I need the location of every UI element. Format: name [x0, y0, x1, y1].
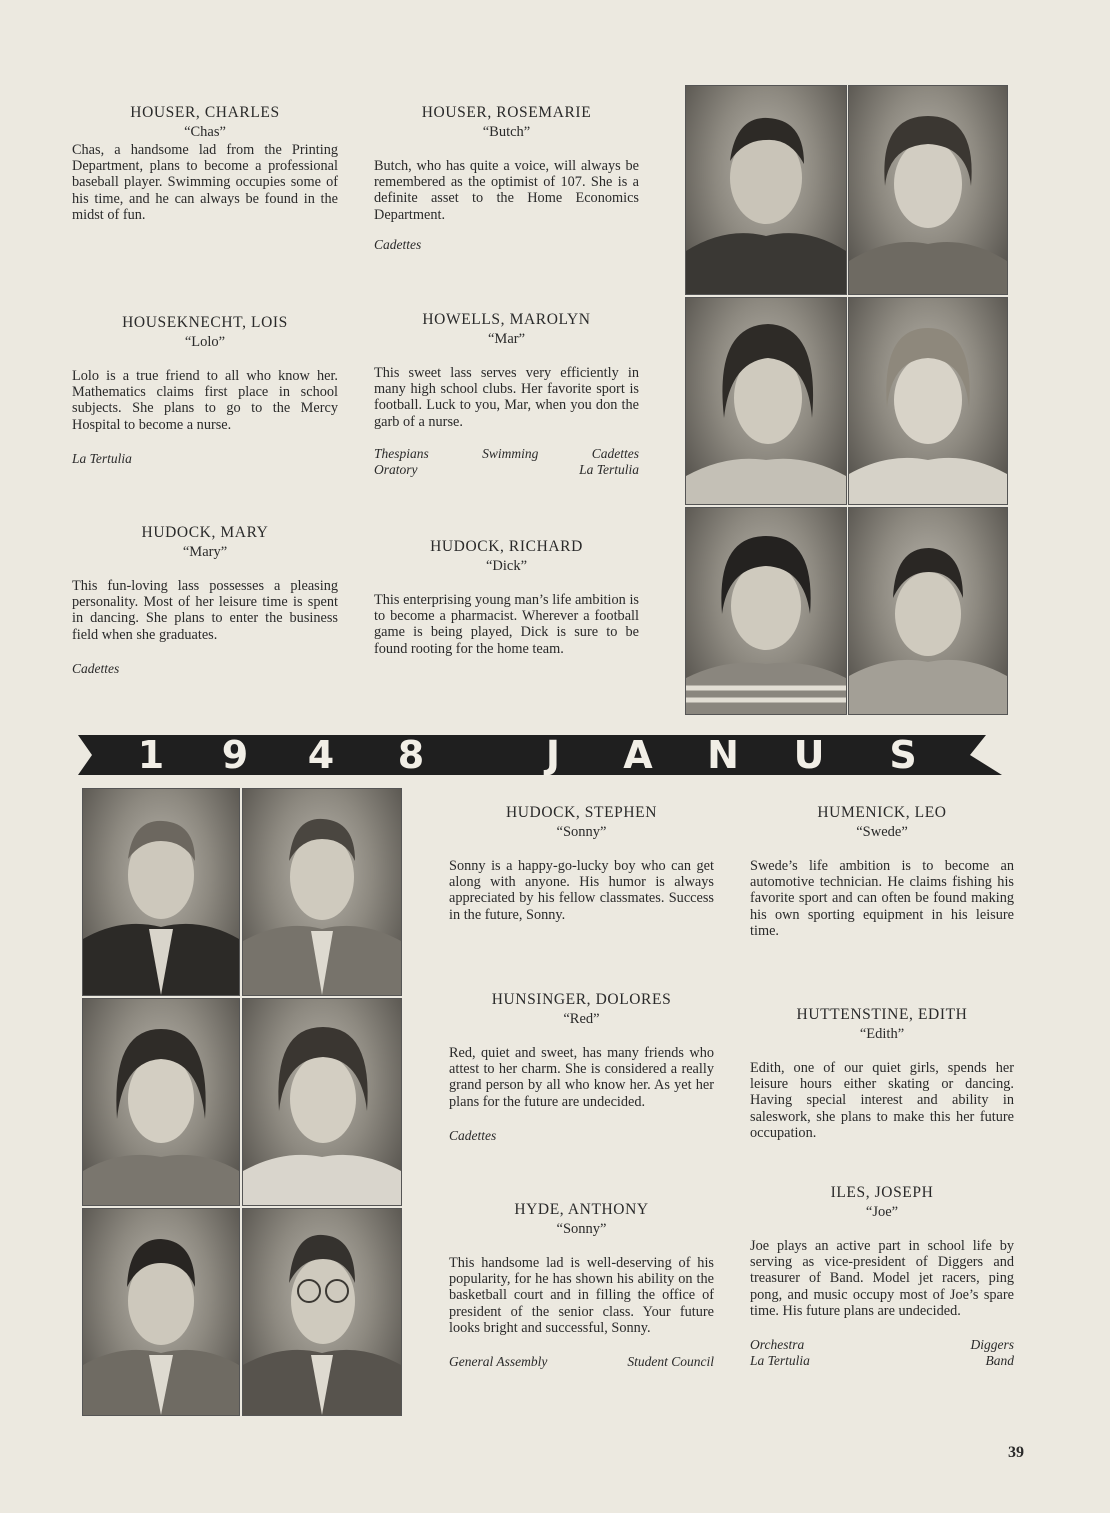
- student-bio: Red, quiet and sweet, has many friends who attest to her charm. She is considered a really grand person by all who know her. As yet her plans for the future are undecided.: [449, 1045, 714, 1110]
- student-name: HOUSER, ROSEMARIE: [421, 104, 592, 121]
- activity: La Tertulia: [750, 1353, 810, 1369]
- activity: Band: [985, 1353, 1014, 1369]
- female-portrait-icon: [686, 298, 846, 504]
- female-portrait-icon: [849, 86, 1007, 294]
- activities: [449, 1354, 714, 1370]
- activity: Orchestra: [750, 1337, 805, 1353]
- entry-huttenstine-edith: [750, 1005, 1014, 1141]
- student-nickname: “Swede”: [856, 824, 908, 840]
- student-bio: Edith, one of our quiet girls, spends her leisure hours either skating or dancing. Having special interest and ability in saleswork, she plans to make this her future occupation.: [750, 1060, 1014, 1141]
- entry-hudock-mary: [72, 523, 338, 677]
- entry-houser-rosemarie: [374, 103, 639, 253]
- female-portrait-icon: [849, 298, 1007, 504]
- activity: Swimming: [482, 445, 539, 461]
- portrait-photo-howells-marolyn: [848, 297, 1008, 505]
- portrait-photo-houseknecht-lois: [685, 297, 847, 505]
- student-name: HOUSER, CHARLES: [130, 104, 280, 121]
- student-bio: Sonny is a happy-go-lucky boy who can get along with anyone. His humor is always appreciated by his fellow classmates. Success in the future, Sonny.: [449, 858, 714, 923]
- student-name: HUTTENSTINE, EDITH: [796, 1006, 968, 1023]
- activity: La Tertulia: [579, 461, 639, 477]
- activities: [72, 451, 338, 467]
- activity: Cadettes: [374, 236, 422, 252]
- female-portrait-icon: [243, 999, 401, 1205]
- banner-letter: 4: [307, 733, 335, 777]
- activity: La Tertulia: [72, 450, 132, 466]
- student-nickname: “Chas”: [184, 124, 226, 140]
- entry-hudock-stephen: [449, 803, 714, 923]
- banner-letter: 9: [221, 733, 249, 777]
- student-name: HUDOCK, RICHARD: [430, 538, 583, 555]
- banner-letter: U: [793, 733, 825, 777]
- banner-letter: 1: [137, 733, 165, 777]
- banner-letter: J: [545, 733, 561, 777]
- student-nickname: “Butch”: [482, 124, 531, 140]
- portrait-photo-hudock-stephen: [82, 788, 240, 996]
- student-name: HUNSINGER, DOLORES: [491, 991, 672, 1008]
- male-portrait-icon: [686, 86, 846, 294]
- male-portrait-icon: [243, 1209, 401, 1415]
- portrait-photo-hudock-mary: [685, 507, 847, 715]
- entry-houseknecht-lois: [72, 313, 338, 467]
- student-bio: Butch, who has quite a voice, will always be remembered as the optimist of 107. She is a definite asset to the Home Economics Department.: [374, 158, 639, 223]
- female-portrait-icon: [83, 999, 239, 1205]
- student-nickname: “Mary”: [182, 544, 228, 560]
- student-name: HUMENICK, LEO: [817, 804, 947, 821]
- portrait-photo-hunsinger-dolores: [82, 998, 240, 1206]
- banner-letter: A: [623, 733, 653, 777]
- student-name: HOUSEKNECHT, LOIS: [122, 314, 288, 331]
- banner-letter: S: [889, 733, 917, 777]
- portrait-photo-hyde-anthony: [82, 1208, 240, 1416]
- banner-letters: [78, 733, 1002, 777]
- entry-iles-joseph: [750, 1183, 1014, 1369]
- student-bio: This sweet lass serves very efficiently in many high school clubs. Her favorite sport is football. Luck to you, Mar, when you don the garb of a nurse.: [374, 365, 639, 430]
- student-bio: Chas, a handsome lad from the Printing Department, plans to become a professional baseball player. Swimming occupies some of his time, and he can always be found in the midst of fun.: [72, 142, 338, 223]
- page-number: 39: [1008, 1444, 1024, 1461]
- student-nickname: “Red”: [563, 1011, 600, 1027]
- student-bio: This fun-loving lass possesses a pleasing personality. Most of her leisure time is spent in dancing. She plans to enter the business field when she graduates.: [72, 578, 338, 643]
- year-banner: [78, 733, 1002, 777]
- student-nickname: “Edith”: [859, 1026, 905, 1042]
- activity: Cadettes: [72, 660, 120, 676]
- student-bio: Swede’s life ambition is to become an automotive technician. He claims fishing his favorite sport and can often be found making his own sporting equipment in his leisure time.: [750, 858, 1014, 939]
- student-nickname: “Mar”: [487, 331, 526, 347]
- entry-humenick-leo: [750, 803, 1014, 939]
- entry-houser-charles: [72, 103, 338, 223]
- activities: [374, 446, 639, 478]
- activity: Thespians: [374, 445, 429, 461]
- student-name: HYDE, ANTHONY: [514, 1201, 649, 1218]
- banner-letter: 8: [397, 733, 425, 777]
- activities: [449, 1128, 714, 1144]
- activity: General Assembly: [449, 1354, 548, 1370]
- entry-howells-marolyn: [374, 310, 639, 478]
- banner-letter: N: [707, 733, 739, 777]
- student-bio: This enterprising young man’s life ambition is to become a pharmacist. Wherever a football game is being played, Dick is sure to be found rooting for the home team.: [374, 592, 639, 657]
- activity: Diggers: [970, 1337, 1014, 1353]
- activities: [374, 237, 639, 253]
- entry-hudock-richard: [374, 537, 639, 657]
- activities: [72, 661, 338, 677]
- portrait-photo-houser-charles: [685, 85, 847, 295]
- student-bio: This handsome lad is well-deserving of his popularity, for he has shown his ability on the basketball court and in filling the office of president of the senior class. Your future looks bright and successful, Sonny.: [449, 1255, 714, 1336]
- portrait-photo-iles-joseph: [242, 1208, 402, 1416]
- male-portrait-icon: [849, 508, 1007, 714]
- student-name: ILES, JOSEPH: [830, 1184, 934, 1201]
- portrait-photo-huttenstine-edith: [242, 998, 402, 1206]
- student-name: HUDOCK, MARY: [141, 524, 269, 541]
- male-portrait-icon: [83, 789, 239, 995]
- male-portrait-icon: [243, 789, 401, 995]
- portrait-photo-houser-rosemarie: [848, 85, 1008, 295]
- portrait-photo-humenick-leo: [242, 788, 402, 996]
- student-nickname: “Dick”: [485, 558, 528, 574]
- student-nickname: “Sonny”: [556, 824, 607, 840]
- student-name: HOWELLS, MAROLYN: [422, 311, 591, 328]
- student-name: HUDOCK, STEPHEN: [505, 804, 658, 821]
- student-nickname: “Joe”: [865, 1204, 899, 1220]
- student-bio: Lolo is a true friend to all who know her. Mathematics claims first place in school subjects. She plans to go to the Mercy Hospital to become a nurse.: [72, 368, 338, 433]
- student-nickname: “Sonny”: [556, 1221, 607, 1237]
- female-portrait-icon: [686, 508, 846, 714]
- activity: Oratory: [374, 461, 418, 477]
- activities: [750, 1337, 1014, 1369]
- entry-hyde-anthony: [449, 1200, 714, 1370]
- activity: Cadettes: [591, 445, 639, 461]
- student-bio: Joe plays an active part in school life by serving as vice-president of Diggers and treasurer of Band. Model jet racers, ping pong, and music occupy most of Joe’s spare time. His future plans are undecided.: [750, 1238, 1014, 1319]
- student-nickname: “Lolo”: [184, 334, 226, 350]
- activity: Cadettes: [449, 1127, 497, 1143]
- entry-hunsinger-dolores: [449, 990, 714, 1144]
- activity: Student Council: [627, 1354, 714, 1370]
- portrait-photo-hudock-richard: [848, 507, 1008, 715]
- male-portrait-icon: [83, 1209, 239, 1415]
